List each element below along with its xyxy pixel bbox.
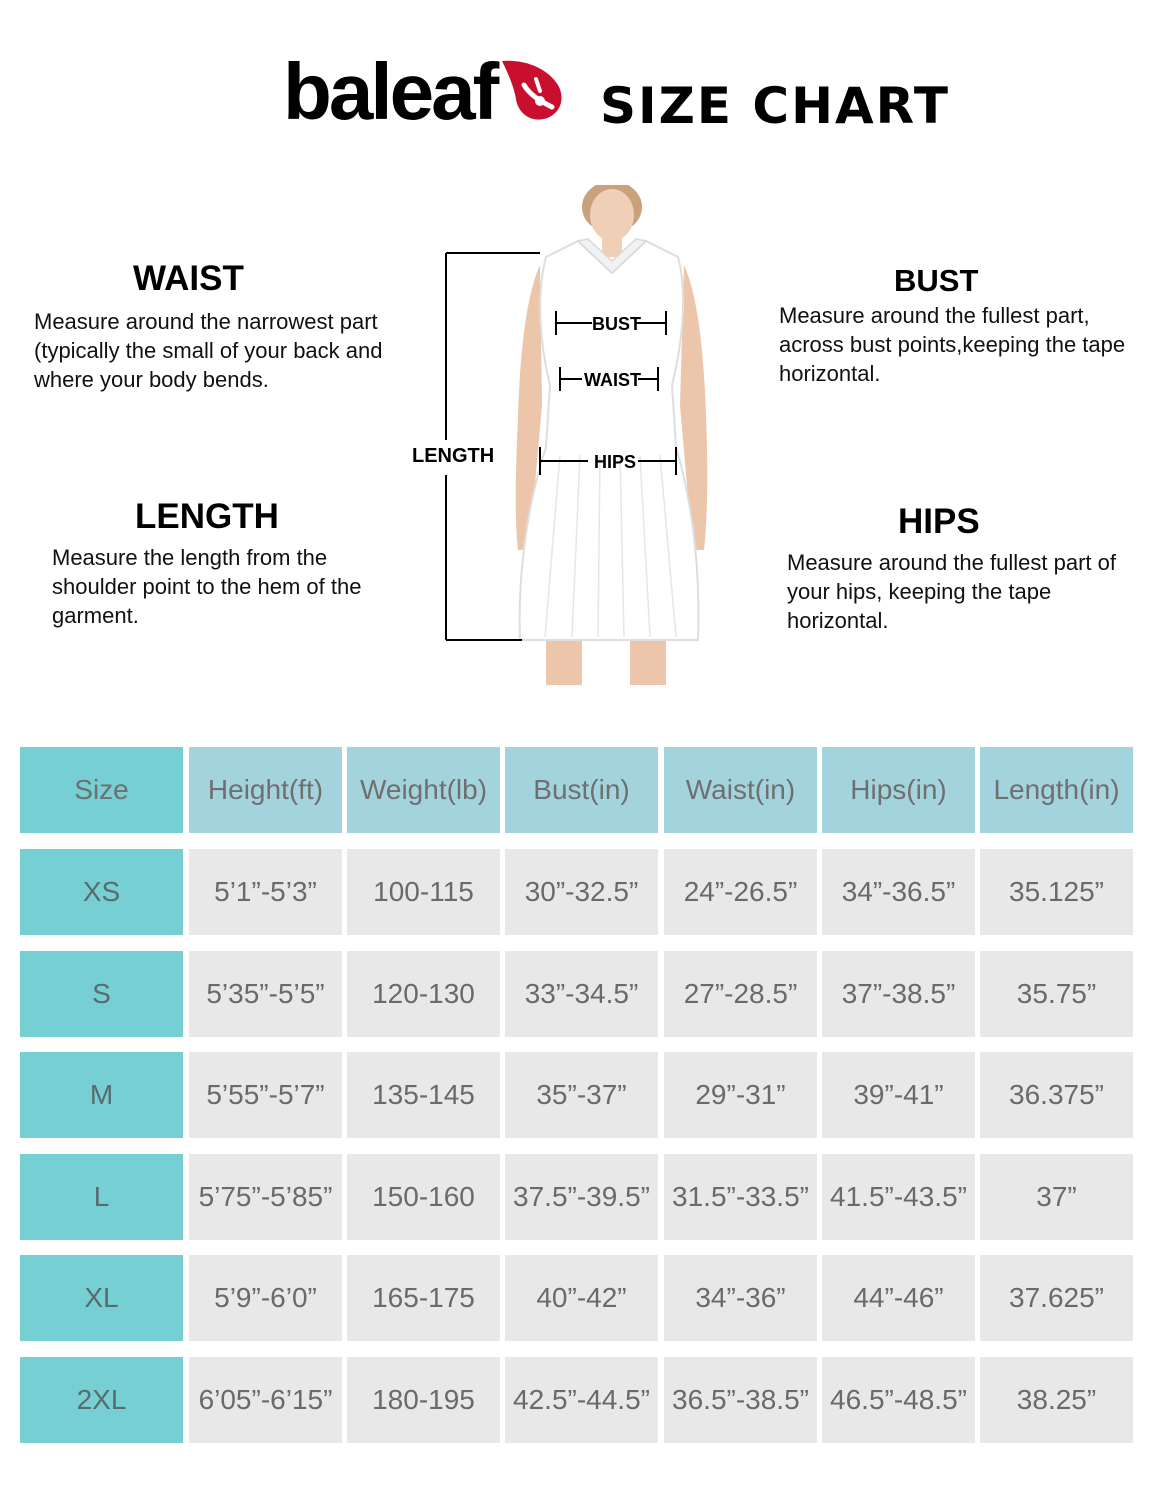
table-size-cell: M — [20, 1052, 183, 1138]
table-cell: 35”-37” — [505, 1052, 658, 1138]
table-cell: 31.5”-33.5” — [664, 1154, 817, 1240]
waist-description: Measure around the narrowest part (typically the small of your back and where your body bends. — [34, 309, 383, 392]
table-header-cell: Height(ft) — [189, 747, 342, 833]
length-heading: LENGTH — [135, 497, 279, 536]
table-cell: 37.5”-39.5” — [505, 1154, 658, 1240]
table-cell: 36.5”-38.5” — [664, 1357, 817, 1443]
chart-title: SIZE CHART — [600, 77, 951, 135]
table-cell: 42.5”-44.5” — [505, 1357, 658, 1443]
table-cell: 135-145 — [347, 1052, 500, 1138]
figure-hips-label: HIPS — [594, 452, 637, 472]
table-cell: 150-160 — [347, 1154, 500, 1240]
table-cell: 165-175 — [347, 1255, 500, 1341]
table-header-cell: Weight(lb) — [347, 747, 500, 833]
table-cell: 34”-36” — [664, 1255, 817, 1341]
dress-model-figure — [400, 185, 720, 685]
bust-heading: BUST — [894, 263, 979, 298]
table-cell: 180-195 — [347, 1357, 500, 1443]
table-size-cell: XL — [20, 1255, 183, 1341]
table-cell: 34”-36.5” — [822, 849, 975, 935]
table-cell: 36.375” — [980, 1052, 1133, 1138]
table-size-cell: 2XL — [20, 1357, 183, 1443]
table-header-cell: Size — [20, 747, 183, 833]
figure-waist-label: WAIST — [584, 370, 641, 390]
figure-length-label: LENGTH — [412, 445, 495, 467]
table-cell: 46.5”-48.5” — [822, 1357, 975, 1443]
table-cell: 37.625” — [980, 1255, 1133, 1341]
hips-description: Measure around the fullest part of your hips, keeping the tape horizontal. — [787, 550, 1116, 633]
table-cell: 29”-31” — [664, 1052, 817, 1138]
table-cell: 100-115 — [347, 849, 500, 935]
table-cell: 120-130 — [347, 951, 500, 1037]
table-cell: 27”-28.5” — [664, 951, 817, 1037]
table-size-cell: XS — [20, 849, 183, 935]
table-cell: 35.125” — [980, 849, 1133, 935]
table-cell: 38.25” — [980, 1357, 1133, 1443]
table-cell: 37” — [980, 1154, 1133, 1240]
table-cell: 35.75” — [980, 951, 1133, 1037]
table-cell: 40”-42” — [505, 1255, 658, 1341]
table-cell: 37”-38.5” — [822, 951, 975, 1037]
table-cell: 5’1”-5’3” — [189, 849, 342, 935]
table-cell: 33”-34.5” — [505, 951, 658, 1037]
table-cell: 6’05”-6’15” — [189, 1357, 342, 1443]
bust-description: Measure around the fullest part, across bust points,keeping the tape horizontal. — [779, 303, 1126, 386]
table-cell: 30”-32.5” — [505, 849, 658, 935]
table-header-cell: Length(in) — [980, 747, 1133, 833]
leaf-logo-icon — [496, 55, 572, 125]
table-header-cell: Waist(in) — [664, 747, 817, 833]
brand-logo-text: baleaf — [283, 47, 497, 136]
table-size-cell: S — [20, 951, 183, 1037]
table-cell: 5’75”-5’85” — [189, 1154, 342, 1240]
table-cell: 44”-46” — [822, 1255, 975, 1341]
table-size-cell: L — [20, 1154, 183, 1240]
length-description: Measure the length from the shoulder point to the hem of the garment. — [52, 545, 362, 628]
table-header-cell: Bust(in) — [505, 747, 658, 833]
table-header-cell: Hips(in) — [822, 747, 975, 833]
hips-heading: HIPS — [898, 502, 980, 541]
table-cell: 41.5”-43.5” — [822, 1154, 975, 1240]
figure-bust-label: BUST — [592, 314, 641, 334]
table-cell: 5’35”-5’5” — [189, 951, 342, 1037]
table-cell: 39”-41” — [822, 1052, 975, 1138]
table-cell: 24”-26.5” — [664, 849, 817, 935]
table-cell: 5’55”-5’7” — [189, 1052, 342, 1138]
waist-heading: WAIST — [133, 259, 244, 298]
table-cell: 5’9”-6’0” — [189, 1255, 342, 1341]
